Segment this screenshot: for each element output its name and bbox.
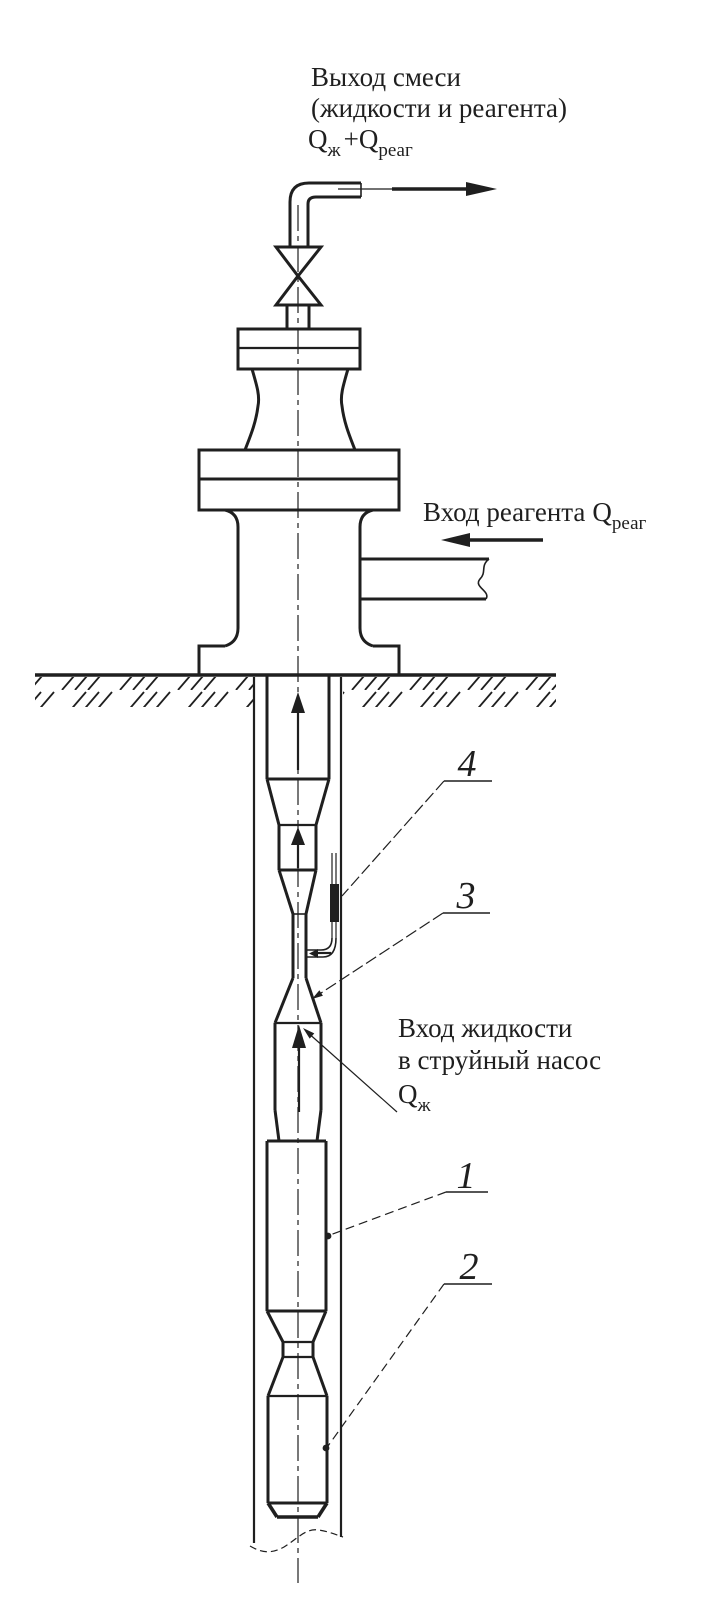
surface-pipework — [276, 183, 392, 329]
capillary-clamp — [330, 884, 339, 922]
bottom-chamfer — [268, 1503, 277, 1517]
liquid-q: Q — [398, 1079, 418, 1109]
ground-hatch-left — [35, 677, 253, 707]
coupling-taper — [313, 1311, 326, 1342]
wellhead-waist-wall-right — [360, 510, 373, 646]
wellhead-base-left — [199, 646, 225, 675]
ground-hatch-right — [343, 677, 556, 707]
taper-wall — [267, 779, 279, 825]
callout-4-number: 4 — [457, 743, 477, 785]
callout-1-number: 1 — [456, 1155, 476, 1197]
liquid-label-line2: в струйный насос — [398, 1045, 602, 1075]
liquid-annotation — [303, 1013, 601, 1116]
outlet-q1-subscript: ж — [327, 140, 341, 161]
outlet-annotation — [308, 62, 567, 196]
intake-taper — [317, 1110, 321, 1141]
callout-3-leader-arrow-head — [312, 990, 323, 999]
diffuser-cone-wall — [275, 978, 293, 1023]
diffuser-cone-wall — [306, 978, 321, 1023]
callout-3-leader — [318, 913, 443, 995]
elbow-pipe-outer — [290, 183, 361, 247]
reagent-arrow-head — [441, 533, 470, 547]
reagent-text: Вход реагента — [423, 497, 586, 527]
callout-1-leader-dot — [325, 1233, 332, 1240]
taper-wall — [279, 870, 293, 914]
outlet-q2-subscript: реаг — [378, 140, 413, 161]
callout-2-leader — [328, 1284, 444, 1446]
wellhead-waist-wall-left — [225, 510, 238, 646]
reagent-annotation — [423, 497, 647, 547]
callout-1-leader — [330, 1192, 446, 1235]
callout-2-leader-dot — [323, 1445, 330, 1452]
callout-3-number: 3 — [456, 875, 476, 917]
wellhead-neck — [245, 369, 355, 450]
outlet-arrow-head — [466, 182, 497, 196]
outlet-flow-formula — [308, 124, 413, 161]
outlet-plus-q: +Q — [343, 124, 379, 154]
bottom-chamfer — [318, 1503, 327, 1517]
callout-4-leader — [342, 781, 444, 896]
flow-arrow-head — [291, 827, 305, 845]
coupling-taper — [267, 1311, 283, 1342]
flow-arrow-head — [291, 692, 305, 713]
reagent-q: Q — [592, 497, 612, 527]
liquid-flow-symbol — [398, 1079, 432, 1116]
elbow-pipe-inner — [308, 197, 361, 247]
well-casing — [250, 677, 343, 1552]
capillary-elbow — [307, 938, 332, 950]
callout-4 — [342, 743, 492, 896]
liquid-label-line1: Вход жидкости — [398, 1013, 573, 1043]
outlet-label-line1: Выход смеси — [311, 62, 461, 92]
wellhead-base-right — [373, 646, 399, 675]
reagent-pipe-break — [478, 559, 489, 599]
reagent-q-subscript: реаг — [611, 513, 647, 534]
coupling-taper — [313, 1357, 327, 1396]
liquid-q-subscript: ж — [417, 1095, 431, 1116]
outlet-label-line2: (жидкости и реагента) — [311, 93, 567, 123]
callout-2-number: 2 — [459, 1246, 479, 1288]
callout-1 — [325, 1155, 488, 1239]
coupling-taper — [268, 1357, 283, 1396]
taper-wall — [316, 779, 329, 825]
intake-taper — [275, 1110, 279, 1141]
callout-2 — [323, 1246, 492, 1451]
outlet-q1: Q — [308, 124, 328, 154]
casing-break-line — [250, 1530, 343, 1552]
reagent-label — [423, 497, 647, 534]
taper-wall — [306, 870, 316, 914]
